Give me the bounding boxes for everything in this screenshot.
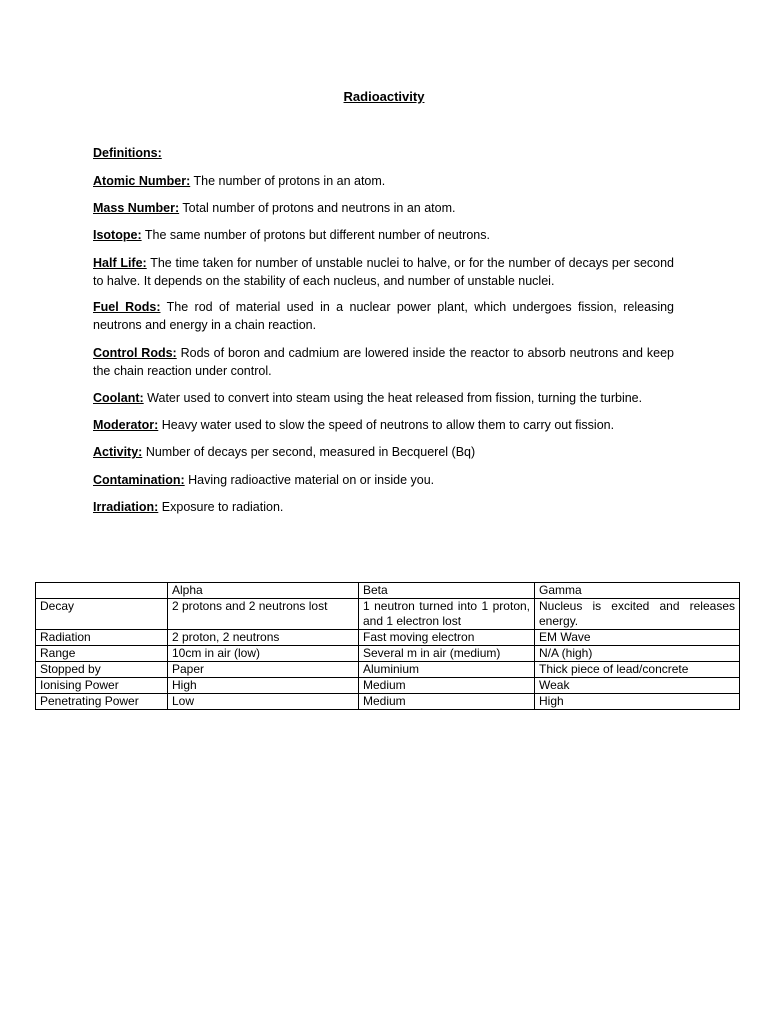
definition-text: Water used to convert into steam using the heat released from fission, turning the turbine.: [147, 391, 643, 405]
table-cell: Range: [36, 646, 168, 662]
table-row: [36, 662, 740, 678]
table-cell: High: [535, 694, 740, 710]
radiation-comparison-table: [35, 582, 740, 710]
definition-term: Contamination:: [93, 473, 185, 487]
definition-term: Coolant:: [93, 391, 144, 405]
definition-text: Total number of protons and neutrons in an atom.: [182, 201, 456, 215]
table-cell: N/A (high): [535, 646, 740, 662]
table-cell: Medium: [359, 678, 535, 694]
definition-mass-number: [93, 199, 674, 217]
table-cell: 1 neutron turned into 1 proton, and 1 electron lost: [359, 599, 535, 630]
definition-fuel-rods: [93, 298, 674, 334]
definition-term: Moderator:: [93, 418, 159, 432]
table-row: [36, 694, 740, 710]
table-header-cell: Beta: [359, 583, 535, 599]
table-cell: Medium: [359, 694, 535, 710]
definition-half-life: [93, 254, 674, 290]
table-cell: Thick piece of lead/concrete: [535, 662, 740, 678]
table-cell: Nucleus is excited and releases energy.: [535, 599, 740, 630]
table-cell: High: [168, 678, 359, 694]
definition-text: Exposure to radiation.: [161, 500, 284, 514]
definition-control-rods: [93, 344, 674, 380]
table-cell: Penetrating Power: [36, 694, 168, 710]
table-cell: Several m in air (medium): [359, 646, 535, 662]
definition-irradiation: [93, 498, 674, 516]
table-cell: Weak: [535, 678, 740, 694]
definition-isotope: [93, 226, 674, 244]
table-header-cell: Gamma: [535, 583, 740, 599]
definitions-heading: Definitions:: [93, 146, 162, 160]
table-row: [36, 678, 740, 694]
definition-term: Irradiation:: [93, 500, 159, 514]
definition-term: Activity:: [93, 445, 143, 459]
table-cell: Low: [168, 694, 359, 710]
definition-term: Half Life:: [93, 256, 147, 270]
table-row: [36, 630, 740, 646]
table-cell: Decay: [36, 599, 168, 630]
table-header-cell: [36, 583, 168, 599]
definition-contamination: [93, 471, 674, 489]
definition-atomic-number: [93, 172, 674, 190]
table-cell: Ionising Power: [36, 678, 168, 694]
definition-text: Rods of boron and cadmium are lowered inside the reactor to absorb neutrons and keep the chain reaction under control.: [93, 346, 674, 378]
definition-text: Having radioactive material on or inside you.: [188, 473, 435, 487]
table-header-cell: Alpha: [168, 583, 359, 599]
table-header-row: [36, 583, 740, 599]
definition-text: Heavy water used to slow the speed of neutrons to allow them to carry out fission.: [161, 418, 615, 432]
table-cell: Aluminium: [359, 662, 535, 678]
page-title: Radioactivity: [343, 89, 425, 104]
definition-text: The time taken for number of unstable nuclei to halve, or for the number of decays per second to halve. It depends on the stability of each nucleus, and number of unstable nuclei.: [93, 256, 675, 288]
definition-term: Control Rods:: [93, 346, 177, 360]
table-cell: 2 protons and 2 neutrons lost: [168, 599, 359, 630]
table-cell: 2 proton, 2 neutrons: [168, 630, 359, 646]
table-cell: Fast moving electron: [359, 630, 535, 646]
definition-text: The rod of material used in a nuclear power plant, which undergoes fission, releasing neutrons and energy in a chain reaction.: [93, 300, 674, 332]
definition-activity: [93, 443, 674, 461]
definition-text: Number of decays per second, measured in Becquerel (Bq): [145, 445, 476, 459]
table-cell: EM Wave: [535, 630, 740, 646]
definition-text: The same number of protons but different number of neutrons.: [144, 228, 490, 242]
definition-term: Fuel Rods:: [93, 300, 161, 314]
definition-term: Isotope:: [93, 228, 142, 242]
definition-term: Mass Number:: [93, 201, 180, 215]
table-row: [36, 599, 740, 630]
table-cell: Stopped by: [36, 662, 168, 678]
table-cell: Paper: [168, 662, 359, 678]
definition-moderator: [93, 416, 674, 434]
definition-term: Atomic Number:: [93, 174, 191, 188]
table-cell: Radiation: [36, 630, 168, 646]
table-row: [36, 646, 740, 662]
definition-text: The number of protons in an atom.: [193, 174, 386, 188]
table-cell: 10cm in air (low): [168, 646, 359, 662]
definition-coolant: [93, 389, 674, 407]
